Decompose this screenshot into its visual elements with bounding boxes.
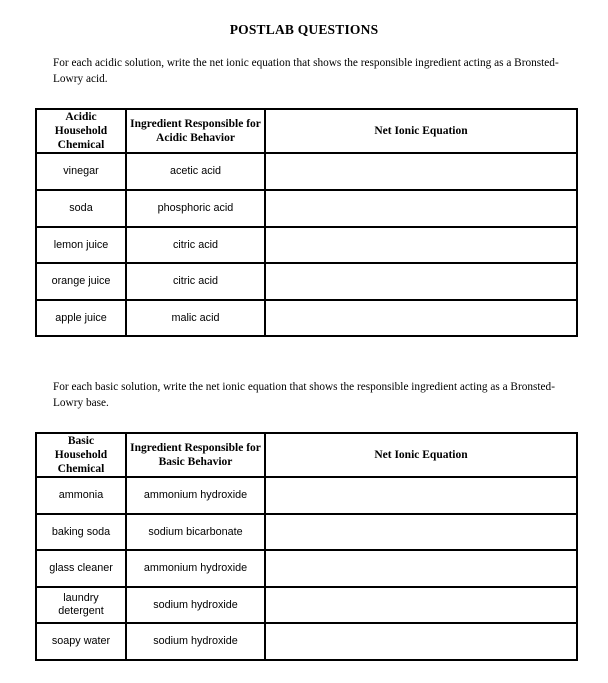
chemical-cell: soda <box>36 190 126 227</box>
chemical-cell: apple juice <box>36 300 126 336</box>
acidic-header-ingredient: Ingredient Responsible for Acidic Behavior <box>126 109 265 153</box>
table-row <box>36 300 577 336</box>
table-row <box>36 190 577 227</box>
table-row <box>36 153 577 190</box>
ingredient-cell: ammonium hydroxide <box>126 477 265 514</box>
table-row <box>36 587 577 623</box>
ingredient-cell: sodium hydroxide <box>126 623 265 660</box>
chemical-cell: vinegar <box>36 153 126 190</box>
chemical-cell: orange juice <box>36 263 126 300</box>
equation-answer-cell[interactable] <box>265 263 577 300</box>
table-row <box>36 623 577 660</box>
ingredient-cell: ammonium hydroxide <box>126 550 265 587</box>
acidic-header-chemical: Acidic Household Chemical <box>36 109 126 153</box>
equation-answer-cell[interactable] <box>265 227 577 263</box>
basic-header-ingredient: Ingredient Responsible for Basic Behavior <box>126 433 265 477</box>
ingredient-cell: phosphoric acid <box>126 190 265 227</box>
acidic-instructions: For each acidic solution, write the net ionic equation that shows the responsible ingredient acting as a Bronsted-Lowry acid. <box>53 57 559 85</box>
ingredient-cell: citric acid <box>126 227 265 263</box>
chemical-cell: laundry detergent <box>36 587 126 623</box>
page-title: POSTLAB QUESTIONS <box>229 22 379 37</box>
ingredient-cell: sodium hydroxide <box>126 587 265 623</box>
table-row <box>36 514 577 550</box>
equation-answer-cell[interactable] <box>265 623 577 660</box>
acidic-header-row <box>36 109 577 153</box>
table-row <box>36 550 577 587</box>
equation-answer-cell[interactable] <box>265 550 577 587</box>
basic-table <box>35 432 578 661</box>
chemical-cell: glass cleaner <box>36 550 126 587</box>
equation-answer-cell[interactable] <box>265 477 577 514</box>
table-row <box>36 477 577 514</box>
equation-answer-cell[interactable] <box>265 153 577 190</box>
equation-answer-cell[interactable] <box>265 190 577 227</box>
acidic-header-equation: Net Ionic Equation <box>265 109 577 153</box>
chemical-cell: lemon juice <box>36 227 126 263</box>
ingredient-cell: acetic acid <box>126 153 265 190</box>
table-row <box>36 263 577 300</box>
table-row <box>36 227 577 263</box>
equation-answer-cell[interactable] <box>265 587 577 623</box>
basic-header-row <box>36 433 577 477</box>
ingredient-cell: malic acid <box>126 300 265 336</box>
acidic-table <box>35 108 578 337</box>
ingredient-cell: sodium bicarbonate <box>126 514 265 550</box>
equation-answer-cell[interactable] <box>265 300 577 336</box>
basic-header-chemical: Basic Household Chemical <box>36 433 126 477</box>
chemical-cell: ammonia <box>36 477 126 514</box>
ingredient-cell: citric acid <box>126 263 265 300</box>
basic-instructions: For each basic solution, write the net ionic equation that shows the responsible ingredient acting as a Bronsted-Lowry base. <box>53 381 555 409</box>
basic-header-equation: Net Ionic Equation <box>265 433 577 477</box>
equation-answer-cell[interactable] <box>265 514 577 550</box>
chemical-cell: baking soda <box>36 514 126 550</box>
chemical-cell: soapy water <box>36 623 126 660</box>
